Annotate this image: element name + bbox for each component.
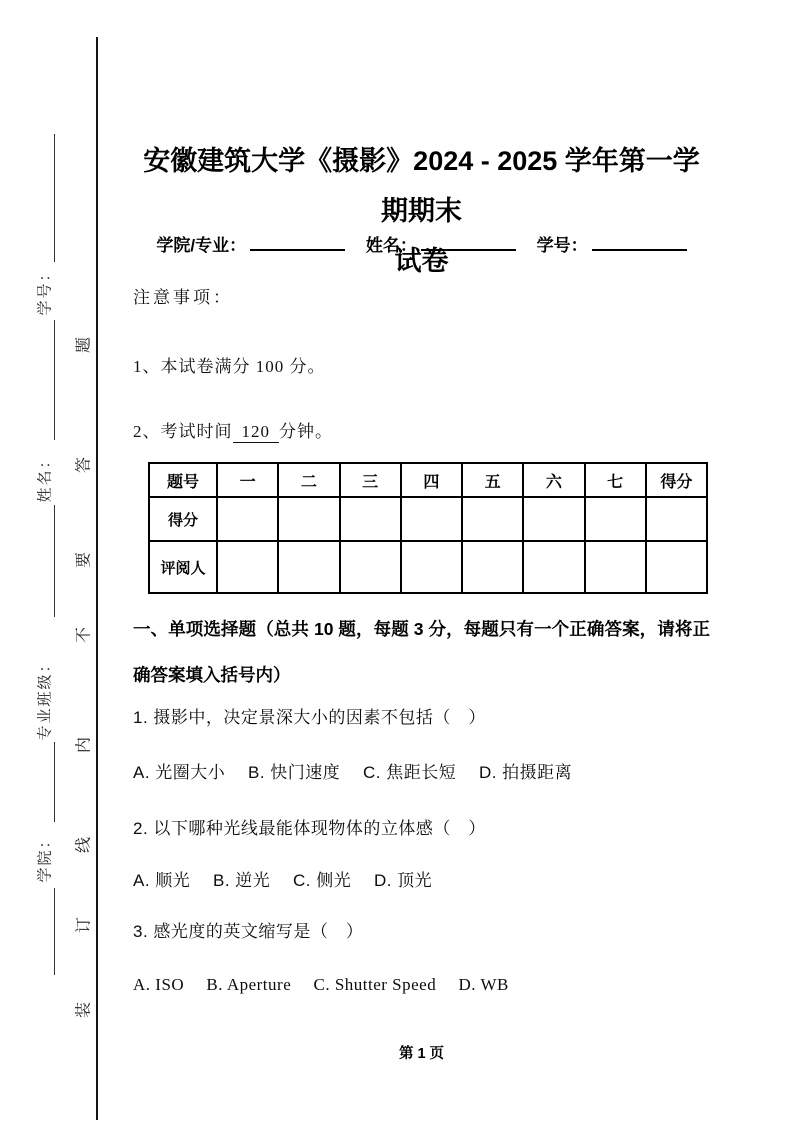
- seal-char: 题: [75, 336, 93, 354]
- score-table-header-cell: 七: [585, 463, 646, 497]
- reviewer-cell: [646, 541, 707, 593]
- sidebar-field-label-name: 姓名：: [37, 451, 54, 503]
- score-cell: [278, 497, 339, 541]
- college-major-fill-in-line: [250, 234, 345, 251]
- question-1-text: 1. 摄影中，决定景深大小的因素不包括（ ）: [133, 708, 486, 727]
- seal-char: 线: [75, 836, 93, 854]
- name-fill-in-line: [421, 234, 516, 251]
- score-row: [149, 497, 707, 541]
- student-info-form: [133, 231, 710, 256]
- sidebar-fill-in-line: [54, 134, 55, 262]
- sidebar-fill-in-line: [54, 320, 55, 440]
- section-1-heading: 一、单项选择题（总共 10 题，每题 3 分，每题只有一个正确答案，请将正确答案填入括号内）: [133, 619, 710, 685]
- score-table-header-cell: 四: [401, 463, 462, 497]
- exam-title-line2: 试卷: [394, 246, 449, 277]
- notice-item-2: [133, 417, 710, 443]
- reviewer-cell: [340, 541, 401, 593]
- score-table-header-cell: 得分: [646, 463, 707, 497]
- notice-heading: 注意事项：: [133, 288, 233, 307]
- score-cell: [462, 497, 523, 541]
- exam-title: [133, 136, 710, 286]
- sidebar-field-label-college: 学院：: [37, 831, 54, 883]
- question-1-options: A. 光圈大小 B. 快门速度 C. 焦距长短 D. 拍摄距离: [133, 763, 573, 782]
- question-2-options: A. 顺光 B. 逆光 C. 侧光 D. 顶光: [133, 871, 433, 890]
- seal-char: 答: [75, 456, 93, 474]
- score-table: [148, 462, 708, 594]
- sidebar-fill-in-line: [54, 888, 55, 975]
- question-3-options: A. ISO B. Aperture C. Shutter Speed D. WB: [133, 975, 509, 994]
- notice-item-2-post: 分钟。: [279, 422, 333, 441]
- reviewer-row: [149, 541, 707, 593]
- reviewer-cell: [401, 541, 462, 593]
- seal-char: 内: [75, 736, 93, 754]
- name-label: 姓名：: [365, 236, 417, 255]
- student-id-label: 学号：: [536, 236, 588, 255]
- page-number: 第 1 页: [398, 1046, 445, 1062]
- question-2-text: 2. 以下哪种光线最能体现物体的立体感（ ）: [133, 819, 486, 838]
- question-3-text: 3. 感光度的英文缩写是（ ）: [133, 922, 364, 941]
- sidebar-field-label-student-id: 学号：: [37, 264, 54, 316]
- reviewer-cell: [462, 541, 523, 593]
- score-table-header-row: [149, 463, 707, 497]
- seal-char: 要: [75, 551, 93, 569]
- score-table-header-cell: 题号: [149, 463, 217, 497]
- score-cell: [401, 497, 462, 541]
- score-cell: [217, 497, 278, 541]
- notice-item-2-pre: 2、考试时间: [133, 422, 233, 441]
- score-table-header-cell: 二: [278, 463, 339, 497]
- reviewer-row-label: 评阅人: [149, 541, 217, 593]
- exam-content: [97, 0, 793, 1122]
- sidebar-fill-in-line: [54, 742, 55, 822]
- seal-char: 订: [75, 916, 93, 934]
- score-row-label: 得分: [149, 497, 217, 541]
- score-table-header-cell: 六: [523, 463, 584, 497]
- college-major-label: 学院/专业：: [156, 236, 247, 255]
- exam-title-line1: 安徽建筑大学《摄影》2024 - 2025 学年第一学期期末: [143, 146, 700, 227]
- seal-char: 装: [75, 1001, 93, 1019]
- sidebar-fill-in-line: [54, 505, 55, 617]
- reviewer-cell: [278, 541, 339, 593]
- student-id-fill-in-line: [592, 234, 687, 251]
- score-table-header-cell: 五: [462, 463, 523, 497]
- reviewer-cell: [217, 541, 278, 593]
- reviewer-cell: [523, 541, 584, 593]
- sidebar-field-label-major-class: 专业班级：: [37, 655, 54, 741]
- score-table-header-cell: 三: [340, 463, 401, 497]
- score-cell: [646, 497, 707, 541]
- exam-duration-value: 120: [233, 422, 280, 443]
- score-cell: [523, 497, 584, 541]
- notice-item-1: 1、本试卷满分 100 分。: [133, 357, 326, 376]
- score-cell: [585, 497, 646, 541]
- score-table-header-cell: 一: [217, 463, 278, 497]
- reviewer-cell: [585, 541, 646, 593]
- score-cell: [340, 497, 401, 541]
- seal-char: 不: [75, 626, 93, 644]
